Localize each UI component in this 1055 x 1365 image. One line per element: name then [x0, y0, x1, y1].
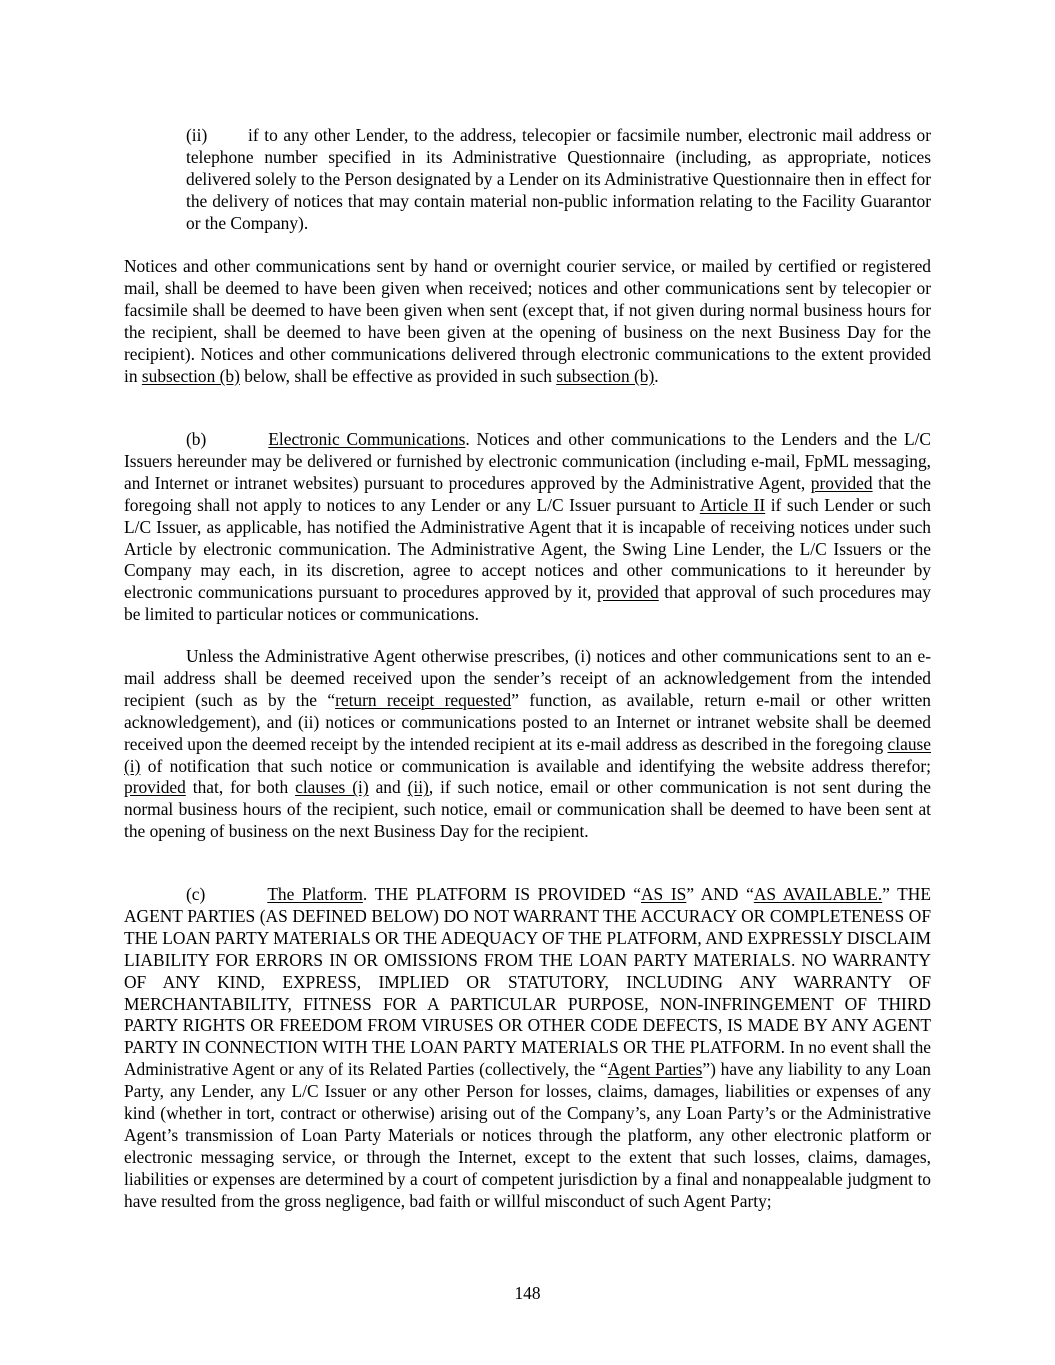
cross-reference: Article II: [699, 494, 766, 515]
text-run: that, for both: [185, 777, 296, 798]
text-run: , if such notice, email or other communication is not sent during the normal business hours of the recipient, such notice, email or communication shall be deemed to have been sent at the opening of business on the next Business Day for the recipient.: [124, 777, 931, 842]
text-run: . Notices and other communications to the Lenders and the L/C Issuers hereunder may be delivered or furnished by electronic communication (including e-mail, FpML messaging, and Internet or intranet websites) pursuant to procedures approved by the Administrative Agent,: [124, 429, 931, 493]
cross-reference: clauses (i): [295, 777, 369, 798]
cross-reference: clause (i): [124, 733, 931, 776]
text-run: and: [368, 777, 408, 798]
defined-term: provided: [124, 777, 186, 798]
text-run: ” AND “: [686, 884, 754, 904]
text-run: below, shall be effective as provided in such: [239, 365, 557, 386]
paragraph-unless: [124, 646, 931, 843]
text-run: ”) have any liability to any Loan Party, any Lender, any L/C Issuer or any other Person for losses, claims, damages, liabilities or expenses of any kind (whether in tort, contract or otherwise) arising out of the Company’s, any Loan Party’s or the Administrative Agent’s transmission of Loan Party Materials or notices through the platform, any other electronic platform or electronic messaging service, or through the Internet, except to the extent that such losses, claims, damages, liabilities or expenses are determined by a court of competent jurisdiction by a final and nonappealable judgment to have resulted from the gross negligence, bad faith or willful misconduct of such Agent Party;: [124, 1059, 931, 1211]
text-run: Notices and other communications sent by hand or overnight courier service, or mailed by certified or registered mail, shall be deemed to have been given when received; notices and other communications sent by telecopier or facsimile shall be deemed to have been given when sent (except that, if not given during normal business hours for the recipient, shall be deemed to have been given at the opening of business on the next Business Day for the recipient). Notices and other communications delivered through electronic communications to the extent provided in: [124, 256, 931, 386]
cross-reference: subsection (b): [141, 365, 240, 386]
text-run: that the foregoing shall not apply to notices to any Lender or any L/C Issuer pursuant to: [124, 472, 931, 515]
paragraph-b: [124, 429, 931, 626]
text-run: that approval of such procedures may be limited to particular notices or communications.: [124, 582, 931, 625]
paragraph-notices: [124, 256, 931, 387]
cross-reference: subsection (b): [556, 365, 655, 386]
defined-term: AS IS: [640, 884, 687, 904]
clause-number: (c): [186, 884, 206, 904]
defined-term: provided: [810, 472, 873, 493]
text-run: Unless the Administrative Agent otherwise prescribes, (i) notices and other communications sent to an e-mail address shall be deemed received upon the sender’s receipt of an acknowledgement from the intended recipient (such as by the “: [124, 646, 931, 710]
clause-number: (ii): [186, 125, 208, 145]
defined-term: Agent Parties: [607, 1059, 703, 1080]
paragraph-c: [124, 884, 931, 1213]
text-run: ” THE AGENT PARTIES (AS DEFINED BELOW) DO NOT WARRANT THE ACCURACY OR COMPLETENESS OF THE LOAN PARTY MATERIALS OR THE ADEQUACY OF THE PLATFORM, AND EXPRESSLY DISCLAIM LIABILITY FOR ERRORS IN OR OMISSIONS FROM THE LOAN PARTY MATERIALS. NO WARRANTY OF ANY KIND, EXPRESS, IMPLIED OR STATUTORY, INCLUDING ANY WARRANTY OF MERCHANTABILITY, FITNESS FOR A PARTICULAR PURPOSE, NON-INFRINGEMENT OF THIRD PARTY RIGHTS OR FREEDOM FROM VIRUSES OR OTHER CODE DEFECTS, IS MADE BY ANY AGENT PARTY IN CONNECTION WITH THE LOAN PARTY MATERIALS OR THE PLATFORM. In no event shall the Administrative Agent or any of its Related Parties (collectively, the “: [124, 884, 931, 1080]
section-heading: The Platform: [267, 884, 363, 904]
defined-term: return receipt requested: [335, 689, 512, 710]
defined-term: AS AVAILABLE.: [753, 884, 883, 904]
text-run: if such Lender or such L/C Issuer, as applicable, has notified the Administrative Agent that it is incapable of receiving notices under such Article by electronic communication. The Administrative Agent, the Swing Line Lender, the L/C Issuers or the Company may each, in its discretion, agree to accept notices and other communications to it hereunder by electronic communications pursuant to procedures approved by it,: [124, 494, 931, 603]
page-number: 148: [514, 1283, 541, 1303]
paragraph-ii: [186, 125, 931, 235]
defined-term: provided: [596, 582, 659, 603]
cross-reference: (ii): [407, 777, 429, 798]
clause-number: (b): [186, 429, 207, 449]
text-run: . THE PLATFORM IS PROVIDED “: [362, 884, 641, 904]
text-run: ” function, as available, return e-mail or other written acknowledgement), and (ii) notices or communications posted to an Internet or intranet website shall be deemed received upon the deemed receipt by the intended recipient at its e-mail address as described in the foregoing: [124, 689, 931, 754]
section-heading: Electronic Communications: [268, 429, 466, 449]
text-run: of notification that such notice or communication is available and identifying the website address therefor;: [140, 755, 931, 776]
paragraph-text: if to any other Lender, to the address, telecopier or facsimile number, electronic mail address or telephone number specified in its Administrative Questionnaire (including, as appropriate, notices delivered solely to the Person designated by a Lender on its Administrative Questionnaire then in effect for the delivery of notices that may contain material non-public information relating to the Facility Guarantor or the Company).: [186, 125, 931, 233]
text-run: .: [654, 365, 659, 386]
